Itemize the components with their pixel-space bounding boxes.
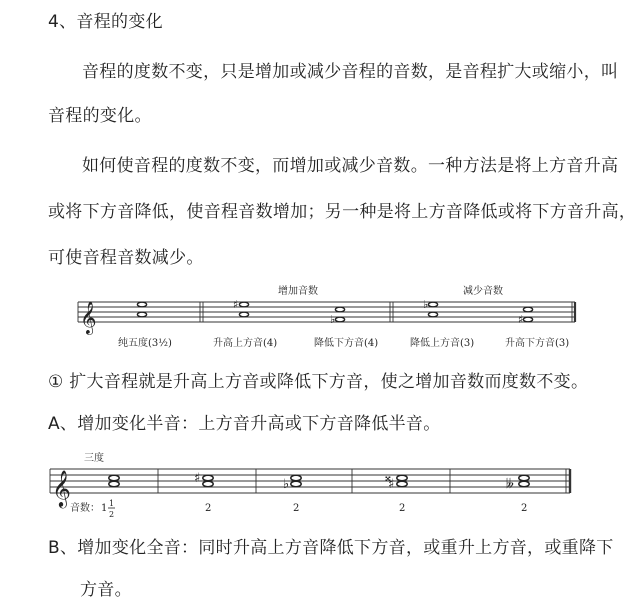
note-head bbox=[291, 481, 301, 486]
note-head bbox=[523, 317, 532, 322]
note-head bbox=[428, 302, 437, 307]
example1-caption: 纯五度(3½) bbox=[118, 338, 172, 349]
music-example-1 bbox=[0, 280, 640, 355]
first-count-numerator: 1 bbox=[109, 499, 115, 508]
paragraph-1-line-1: 音程的度数不变，只是增加或减少音程的音数，是音程扩大或缩小，叫 bbox=[82, 62, 619, 82]
example1-heading-increase: 增加音数 bbox=[278, 286, 318, 297]
first-count-denominator: 2 bbox=[109, 510, 115, 519]
sharp-icon: ♯ bbox=[388, 477, 395, 492]
note-head bbox=[203, 481, 213, 486]
treble-clef-icon: 𝄞 bbox=[80, 301, 97, 334]
sharp-icon: ♯ bbox=[518, 313, 524, 326]
note-head bbox=[137, 312, 146, 317]
note-head bbox=[519, 475, 529, 480]
rule-1: ① 扩大音程就是升高上方音或降低下方音，使之增加音数而度数不变。 bbox=[48, 372, 589, 392]
treble-clef-icon: 𝄞 bbox=[52, 469, 71, 507]
rule-b-line-2: 方音。 bbox=[80, 580, 132, 600]
example1-heading-decrease: 减少音数 bbox=[463, 286, 503, 297]
note-head bbox=[239, 302, 248, 307]
example1-caption: 降低上方音(3) bbox=[410, 338, 475, 349]
note-head bbox=[203, 475, 213, 480]
paragraph-2-line-1: 如何使音程的度数不变，而增加或减少音数。一种方法是将上方音升高 bbox=[82, 156, 619, 176]
count-value: 2 bbox=[293, 503, 300, 514]
double-sharp-icon: 𝄪 bbox=[385, 470, 391, 485]
count-value: 2 bbox=[521, 503, 528, 514]
example1-caption: 升高下方音(3) bbox=[505, 338, 570, 349]
note-head bbox=[109, 481, 119, 486]
note-head bbox=[519, 481, 529, 486]
example1-caption: 降低下方音(4) bbox=[314, 338, 379, 349]
rule-b-line-1: B、增加变化全音：同时升高上方音降低下方音，或重升上方音，或重降下 bbox=[48, 538, 614, 558]
note-head bbox=[109, 475, 119, 480]
note-head bbox=[428, 312, 437, 317]
paragraph-2-line-3: 可使音程音数减少。 bbox=[48, 248, 204, 268]
count-value: 2 bbox=[399, 503, 406, 514]
first-count-whole: 1 bbox=[101, 503, 108, 514]
note-head bbox=[523, 307, 532, 312]
flat-icon: ♭ bbox=[283, 477, 290, 492]
example1-caption: 升高上方音(4) bbox=[213, 338, 278, 349]
rule-a: A、增加变化半音：上方音升高或下方音降低半音。 bbox=[48, 414, 441, 434]
section-title: 4、音程的变化 bbox=[48, 12, 163, 32]
count-value: 2 bbox=[205, 503, 212, 514]
note-head bbox=[397, 475, 407, 480]
interval-label: 三度 bbox=[84, 453, 104, 464]
double-flat-icon: 𝄫 bbox=[506, 477, 514, 492]
note-head bbox=[397, 481, 407, 486]
music-example-2 bbox=[0, 445, 640, 525]
note-head bbox=[239, 312, 248, 317]
note-head bbox=[291, 475, 301, 480]
flat-icon: ♭ bbox=[423, 298, 429, 311]
paragraph-1-line-2: 音程的变化。 bbox=[48, 106, 152, 126]
note-head bbox=[137, 302, 146, 307]
sharp-icon: ♯ bbox=[233, 298, 239, 311]
paragraph-2-line-2: 或将下方音降低，使音程音数增加；另一种是将上方音降低或将下方音升高， bbox=[48, 202, 637, 222]
note-head bbox=[335, 307, 344, 312]
flat-icon: ♭ bbox=[330, 313, 336, 326]
note-head bbox=[335, 317, 344, 322]
count-label: 音数： bbox=[70, 503, 100, 514]
sharp-icon: ♯ bbox=[194, 471, 201, 486]
